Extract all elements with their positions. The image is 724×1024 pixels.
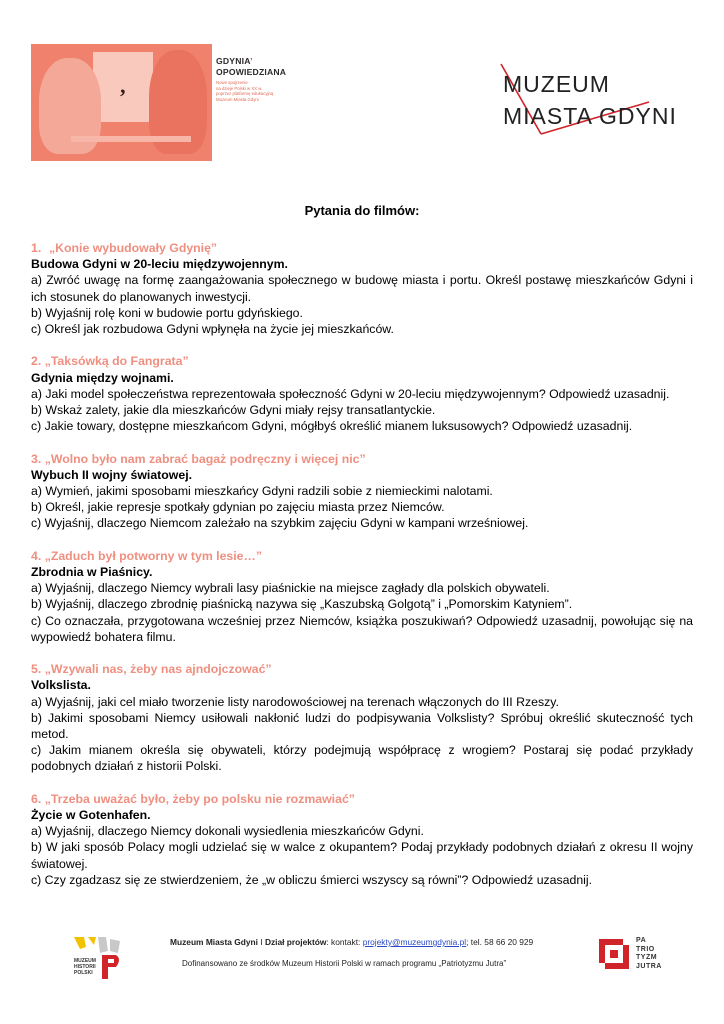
question: c) Jakie towary, dostępne mieszkańcom Gdyni, mógłbyś określić mianem luksusowych? Odpowiedź uzasadnij. (31, 419, 633, 434)
section-6 (31, 791, 693, 888)
email-link[interactable]: projekty@muzeumgdynia.pl (362, 937, 467, 947)
question: a) Wyjaśnij, jaki cel miało tworzenie listy narodowościowej na terenach włączonych do III Rzeszy. (31, 694, 559, 709)
film-title: 2. „Taksówką do Fangrata” (31, 354, 189, 369)
section-topic: Zbrodnia w Piaśnicy. (31, 565, 153, 580)
section-topic: Volkslista. (31, 678, 91, 693)
question: c) Określ jak rozbudowa Gdyni wpłynęła na życie jej mieszkańców. (31, 322, 394, 337)
section-topic: Budowa Gdyni w 20-leciu międzywojennym. (31, 257, 288, 272)
section-4 (31, 548, 693, 645)
question: b) Wskaż zalety, jakie dla mieszkańców Gdyni miały rejsy transatlantyckie. (31, 403, 436, 418)
section-5 (31, 661, 693, 774)
question: b) Określ, jakie represje spotkały gdynian po zajęciu miasta przez Niemców. (31, 500, 445, 515)
section-topic: Wybuch II wojny światowej. (31, 467, 193, 482)
question: b) Wyjaśnij, dlaczego zbrodnię piaśnicką nazywa się „Kaszubską Golgotą” i „Pomorskim Katyniem”. (31, 597, 573, 612)
question: a) Jaki model społeczeństwa reprezentowała społeczność Gdyni w 20-leciu międzywojennym? Odpowiedź uzasadnij. (31, 386, 670, 401)
question: a) Zwróć uwagę na formę zaangażowania społecznego w budowę miasta i portu. Określ postawę mieszkańców Gdyni i ich stosunek do planowanych inwestycji. (31, 273, 693, 304)
museum-logo-line2: MIASTA GDYNI (503, 103, 677, 129)
quote-mark: ’ (119, 84, 127, 109)
gdynia-opowiedziana-photo (31, 44, 212, 161)
question: b) Wyjaśnij rolę koni w budowie portu gdyńskiego. (31, 305, 303, 320)
gdynia-opowiedziana-title: GDYNIA’ OPOWIEDZIANA (216, 56, 287, 77)
section-3 (31, 451, 693, 532)
film-title: 6. „Trzeba uważać było, żeby po polsku nie rozmawiać” (31, 791, 355, 806)
question: c) Czy zgadzasz się ze stwierdzeniem, że „w obliczu śmierci wszyscy są równi”? Odpowiedź uzasadnij. (31, 872, 593, 887)
footer-contact: Muzeum Miasta Gdyni I Dział projektów: kontakt: projekty@muzeumgdynia.pl; tel. 58 66 20 929 (170, 937, 534, 947)
film-title: 3. „Wolno było nam zabrać bagaż podręczny i więcej nic” (31, 451, 366, 466)
section-1 (31, 240, 693, 337)
section-topic: Życie w Gotenhafen. (31, 808, 151, 823)
section-topic: Gdynia między wojnami. (31, 370, 174, 385)
patriotyzm-jutra-logo-text: PA TRIO TYZM JUTRA (636, 937, 662, 970)
section-2 (31, 353, 693, 434)
film-title: 1. „Konie wybudowały Gdynię” (31, 241, 218, 255)
document-title: Pytania do filmów: (304, 203, 420, 218)
question: a) Wymień, jakimi sposobami mieszkańcy Gdyni radzili sobie z niemieckimi nalotami. (31, 484, 493, 499)
patriotyzm-jutra-logo-mark (597, 937, 631, 971)
film-title: 4. „Zaduch był potworny w tym lesie…” (31, 548, 262, 563)
questions-list (31, 240, 693, 904)
question: c) Jakim mianem określa się obywateli, którzy podejmują współpracę z wrogiem? Postaraj się podać przykłady podobnych działań z historii Polski. (31, 743, 693, 774)
film-title: 5. „Wzywali nas, żeby nas ajndojczować” (31, 662, 272, 677)
gdynia-opowiedziana-subtitle: Nowe spojrzenie na dzieje Polski w XX w. poprzez platformę edukacyjną Muzeum Miasta Gdyni (216, 80, 274, 102)
question: a) Wyjaśnij, dlaczego Niemcy wybrali lasy piaśnickie na miejsce zagłady dla polskich obywateli. (31, 581, 550, 596)
footer-funding-note: Dofinansowano ze środków Muzeum Historii Polski w ramach programu „Patriotyzmu Jutra” (182, 959, 507, 968)
question: c) Co oznaczała, przygotowana wcześniej przez Niemców, książka poszukiwań? Odpowiedź uzasadnij, powołując się na wypowiedź bohatera filmu. (31, 613, 693, 644)
question: b) W jaki sposób Polacy mogli udzielać się w walce z okupantem? Podaj przykłady podobnych działań z okresu II wojny światowej. (31, 840, 693, 871)
question: a) Wyjaśnij, dlaczego Niemcy dokonali wysiedlenia mieszkańców Gdyni. (31, 824, 424, 839)
mhp-logo-text: MUZEUM HISTORII POLSKI (74, 958, 96, 977)
question: b) Jakimi sposobami Niemcy usiłowali nakłonić ludzi do podpisywania Volkslisty? Spróbuj określić skuteczność tych metod. (31, 710, 693, 742)
question: c) Wyjaśnij, dlaczego Niemcom zależało na szybkim zajęciu Gdyni w kampani wrześniowej. (31, 516, 529, 531)
museum-logo-line1: MUZEUM (503, 71, 610, 97)
